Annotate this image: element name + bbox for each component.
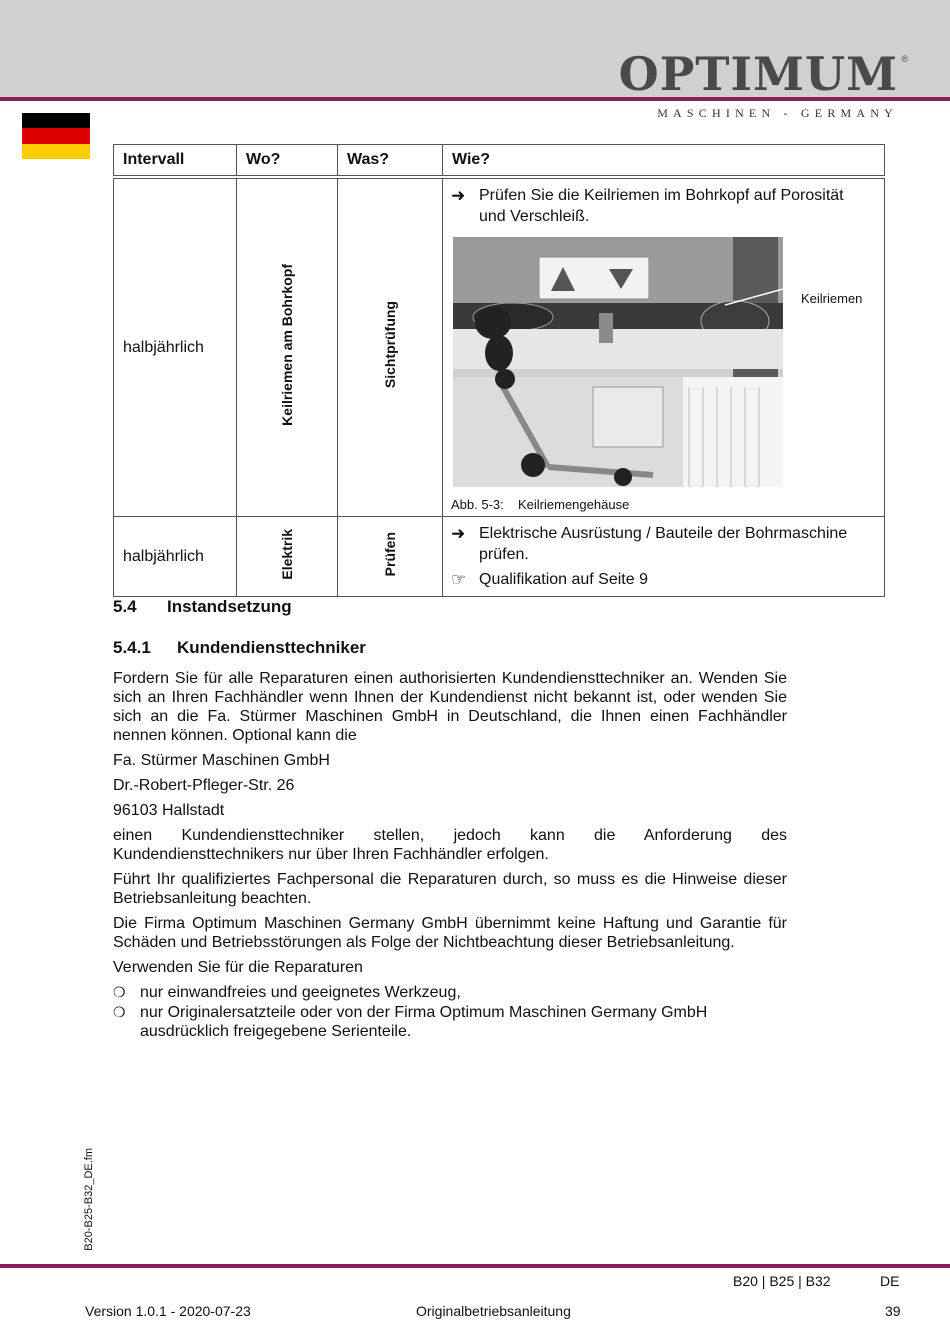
belt-label: Keilriemen: [801, 291, 863, 306]
list-item: [113, 983, 787, 1002]
section-5-4-heading: [113, 597, 787, 616]
circle-bullet-icon: ❍: [113, 1004, 126, 1020]
cell-how: [443, 177, 885, 517]
instruction-text: Elektrische Ausrüstung / Bauteile der Bohrmaschine prüfen.: [479, 525, 848, 563]
paragraph-2: einen Kundendiensttechniker stellen, jedoch kann die Anforderung des Kundendiensttechnikers nur über Ihren Fachhändler erfolgen.: [113, 827, 787, 863]
address-company: Fa. Stürmer Maschinen GmbH: [113, 752, 330, 769]
paragraph-3: Führt Ihr qualifiziertes Fachpersonal die Reparaturen durch, so muss es die Hinweise dieser Betriebsanleitung beachten.: [113, 871, 787, 907]
cell-where: [237, 177, 338, 517]
section-5-4-1-heading: [113, 638, 787, 657]
source-filename-text: B20-B25-B32_DE.fm: [83, 1148, 95, 1251]
flag-stripe-gold: [22, 144, 90, 159]
cell-interval: halbjährlich: [114, 517, 237, 597]
cell-where-text: Elektrik: [279, 528, 295, 580]
header-where: Wo?: [237, 145, 338, 178]
optimum-logo: [618, 47, 908, 120]
cell-where: [237, 517, 338, 597]
arrow-right-icon: ➜: [451, 186, 466, 205]
list-item: [113, 1003, 787, 1041]
address-street: Dr.-Robert-Pfleger-Str. 26: [113, 777, 295, 794]
header-how: Wie?: [443, 145, 885, 178]
logo-registered-mark: ®: [901, 54, 908, 64]
instruction-line: [451, 185, 874, 227]
instruction-text: Prüfen Sie die Keilriemen im Bohrkopf auf Porosität und Verschleiß.: [479, 187, 844, 225]
address-city: 96103 Hallstadt: [113, 802, 225, 819]
section-number: 5.4: [113, 597, 137, 616]
list-item-text: nur Originalersatzteile oder von der Firma Optimum Maschinen Germany GmbH ausdrücklich freigegebene Serienteile.: [140, 1004, 708, 1040]
list-item-text: nur einwandfreies und geeignetes Werkzeug,: [140, 984, 461, 1001]
figure-caption: [451, 497, 874, 512]
circle-bullet-icon: ❍: [113, 984, 126, 1000]
footer-divider: [0, 1264, 950, 1268]
source-filename: [83, 1148, 97, 1258]
subsection-title: Kundendiensttechniker: [177, 638, 366, 657]
arrow-right-icon: ➜: [451, 524, 466, 543]
figure-number: Abb. 5-3:: [451, 497, 504, 512]
cell-what-text: Sichtprüfung: [382, 301, 398, 389]
cell-where-text: Keilriemen am Bohrkopf: [279, 264, 295, 426]
footer-page-number: 39: [885, 1303, 901, 1319]
belt-housing-photo: [453, 237, 863, 487]
section-body: [113, 669, 787, 1042]
footer-version: Version 1.0.1 - 2020-07-23: [85, 1303, 251, 1319]
table-row: [114, 517, 885, 597]
cell-how: [443, 517, 885, 597]
cell-what: [338, 177, 443, 517]
footer-language: DE: [880, 1273, 900, 1289]
flag-stripe-red: [22, 128, 90, 143]
maintenance-table: [113, 144, 885, 597]
table-row: [114, 177, 885, 517]
header-what: Was?: [338, 145, 443, 178]
reference-text: Qualifikation auf Seite 9: [479, 571, 648, 588]
logo-wordmark: OPTIMUM: [618, 47, 898, 101]
footer-models: B20 | B25 | B32: [733, 1273, 831, 1289]
flag-stripe-black: [22, 113, 90, 128]
figure-caption-text: Keilriemengehäuse: [518, 497, 630, 512]
cell-interval: halbjährlich: [114, 177, 237, 517]
subsection-number: 5.4.1: [113, 638, 151, 657]
section-title: Instandsetzung: [167, 597, 292, 616]
header-interval: Intervall: [114, 145, 237, 178]
cell-what: [338, 517, 443, 597]
logo-subtitle: MASCHINEN - GERMANY: [657, 106, 898, 120]
pointing-hand-icon: ☞: [451, 570, 467, 589]
instruction-line: [451, 523, 874, 565]
paragraph-1: Fordern Sie für alle Reparaturen einen authorisierten Kundendiensttechniker an. Wenden Sie sich an Ihren Fachhändler wenn Ihnen der Kundendienst nicht bekannt ist, oder wenden Sie sich an die Fa. Stürmer Maschinen GmbH in Deutschland, die Ihnen einen Fachhändler nennen können. Optional kann die: [113, 670, 787, 744]
paragraph-5: Verwenden Sie für die Reparaturen: [113, 959, 363, 976]
belt-housing-illustration: [453, 237, 783, 487]
paragraph-4: Die Firma Optimum Maschinen Germany GmbH übernimmt keine Haftung und Garantie für Schäden und Betriebsstörungen als Folge der Nichtbeachtung dieser Betriebsanleitung.: [113, 915, 787, 951]
germany-flag-icon: [22, 113, 90, 159]
table-header-row: [114, 145, 885, 178]
cell-what-text: Prüfen: [382, 531, 398, 577]
reference-line: [451, 569, 874, 590]
footer-doc-title: Originalbetriebsanleitung: [416, 1303, 571, 1319]
